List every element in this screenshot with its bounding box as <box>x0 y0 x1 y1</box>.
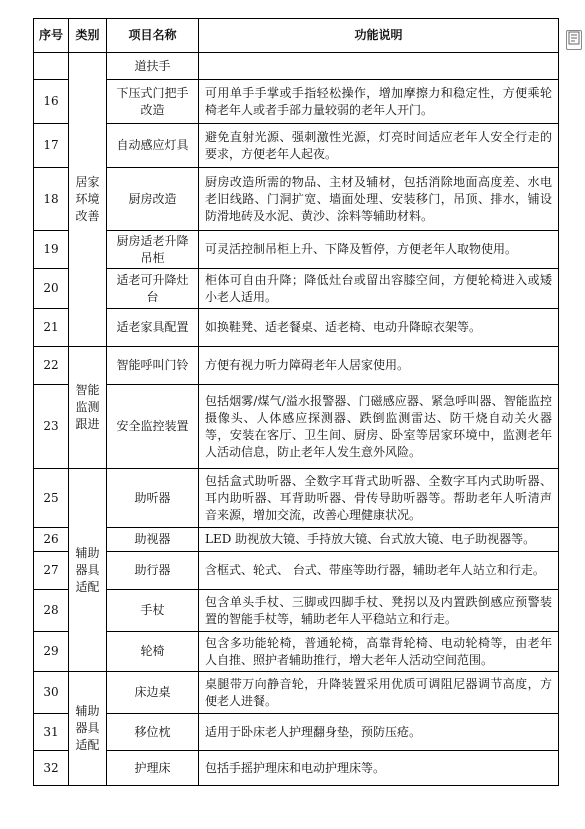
header-no: 序号 <box>34 19 69 53</box>
category-cell: 辅助器具适配 <box>69 469 107 672</box>
service-table <box>33 18 559 786</box>
row-desc: 适用于卧床老人护理翻身垫，预防压疮。 <box>199 714 559 751</box>
row-no: 17 <box>34 124 69 168</box>
row-name: 适老家具配置 <box>107 309 199 347</box>
table-row <box>34 80 559 124</box>
category-cell: 辅助器具适配 <box>69 672 107 786</box>
table-row <box>34 632 559 672</box>
row-no: 18 <box>34 168 69 231</box>
row-desc <box>199 53 559 80</box>
row-name: 手杖 <box>107 590 199 632</box>
row-no: 20 <box>34 269 69 309</box>
table-row <box>34 231 559 269</box>
row-no <box>34 53 69 80</box>
row-name: 自动感应灯具 <box>107 124 199 168</box>
row-desc: 柜体可自由升降；降低灶台或留出容膝空间，方便轮椅进入或矮小老人适用。 <box>199 269 559 309</box>
row-desc: 避免直射光源、强刺激性光源，灯亮时间适应老年人安全行走的要求，方便老年人起夜。 <box>199 124 559 168</box>
row-no: 32 <box>34 751 69 786</box>
row-no: 21 <box>34 309 69 347</box>
row-no: 30 <box>34 672 69 714</box>
row-desc: 可用单手手掌或手指轻松操作，增加摩擦力和稳定性，方便乘轮椅老年人或者手部力量较弱的老年人开门。 <box>199 80 559 124</box>
header-category: 类别 <box>69 19 107 53</box>
table-row <box>34 590 559 632</box>
table-row <box>34 714 559 751</box>
table-row <box>34 672 559 714</box>
document-icon <box>568 31 580 45</box>
table-row <box>34 469 559 528</box>
row-name: 适老可升降灶台 <box>107 269 199 309</box>
row-name: 轮椅 <box>107 632 199 672</box>
table-header-row <box>34 19 559 53</box>
row-name: 智能呼叫门铃 <box>107 347 199 385</box>
document-panel-icon[interactable] <box>566 30 582 50</box>
row-desc: 包含单头手杖、三脚或四脚手杖、凳拐以及内置跌倒感应预警装置的智能手杖等，辅助老年人平稳站立和行走。 <box>199 590 559 632</box>
row-desc: 包括烟雾/煤气/溢水报警器、门磁感应器、紧急呼叫器、智能监控摄像头、人体感应探测器、跌倒监测雷达、防干烧自动关火器等，安装在客厅、卫生间、厨房、卧室等居家环境中，监测老年人活动信息，防止老年人发生意外风险。 <box>199 385 559 469</box>
row-desc: 厨房改造所需的物品、主材及辅材，包括消除地面高度差、水电老旧线路、门洞扩宽、墙面处理、安装移门，吊顶、排水，铺设防滑地砖及水泥、黄沙、涂料等辅助材料。 <box>199 168 559 231</box>
row-name: 厨房适老升降吊柜 <box>107 231 199 269</box>
header-desc: 功能说明 <box>199 19 559 53</box>
row-desc: 方便有视力听力障碍老年人居家使用。 <box>199 347 559 385</box>
table-row <box>34 53 559 80</box>
row-name: 安全监控装置 <box>107 385 199 469</box>
row-no: 25 <box>34 469 69 528</box>
row-desc: 含框式、轮式、 台式、带座等助行器，辅助老年人站立和行走。 <box>199 552 559 590</box>
row-no: 29 <box>34 632 69 672</box>
row-desc: 可灵活控制吊柜上升、下降及暂停，方便老年人取物使用。 <box>199 231 559 269</box>
row-desc: 桌腿带万向静音轮，升降装置采用优质可调阻尼器调节高度，方便老人进餐。 <box>199 672 559 714</box>
row-name: 助听器 <box>107 469 199 528</box>
row-name: 助视器 <box>107 528 199 552</box>
table-row <box>34 552 559 590</box>
row-no: 31 <box>34 714 69 751</box>
row-no: 19 <box>34 231 69 269</box>
category-cell: 居家环境改善 <box>69 53 107 347</box>
row-name: 道扶手 <box>107 53 199 80</box>
row-name: 下压式门把手改造 <box>107 80 199 124</box>
row-name: 厨房改造 <box>107 168 199 231</box>
table-row <box>34 528 559 552</box>
row-name: 助行器 <box>107 552 199 590</box>
row-no: 23 <box>34 385 69 469</box>
row-desc: 包括盒式助听器、全数字耳背式助听器、全数字耳内式助听器、耳内助听器、耳背助听器、骨传导助听器等。帮助老年人听清声音来源，增加交流，改善心理健康状况。 <box>199 469 559 528</box>
document-page <box>33 18 558 786</box>
table-row <box>34 751 559 786</box>
row-name: 床边桌 <box>107 672 199 714</box>
table-row <box>34 168 559 231</box>
row-no: 28 <box>34 590 69 632</box>
header-name: 项目名称 <box>107 19 199 53</box>
row-desc: 包括手摇护理床和电动护理床等。 <box>199 751 559 786</box>
row-no: 16 <box>34 80 69 124</box>
table-row <box>34 124 559 168</box>
row-desc: LED 助视放大镜、手持放大镜、台式放大镜、电子助视器等。 <box>199 528 559 552</box>
row-no: 22 <box>34 347 69 385</box>
table-row <box>34 385 559 469</box>
table-row <box>34 347 559 385</box>
row-no: 27 <box>34 552 69 590</box>
row-name: 护理床 <box>107 751 199 786</box>
category-cell: 智能监测跟进 <box>69 347 107 469</box>
row-desc: 包含多功能轮椅，普通轮椅，高靠背轮椅、电动轮椅等，由老年人自推、照护者辅助推行，增大老年人活动空间范围。 <box>199 632 559 672</box>
row-no: 26 <box>34 528 69 552</box>
row-desc: 如换鞋凳、适老餐桌、适老椅、电动升降晾衣架等。 <box>199 309 559 347</box>
row-name: 移位枕 <box>107 714 199 751</box>
table-row <box>34 269 559 309</box>
table-row <box>34 309 559 347</box>
